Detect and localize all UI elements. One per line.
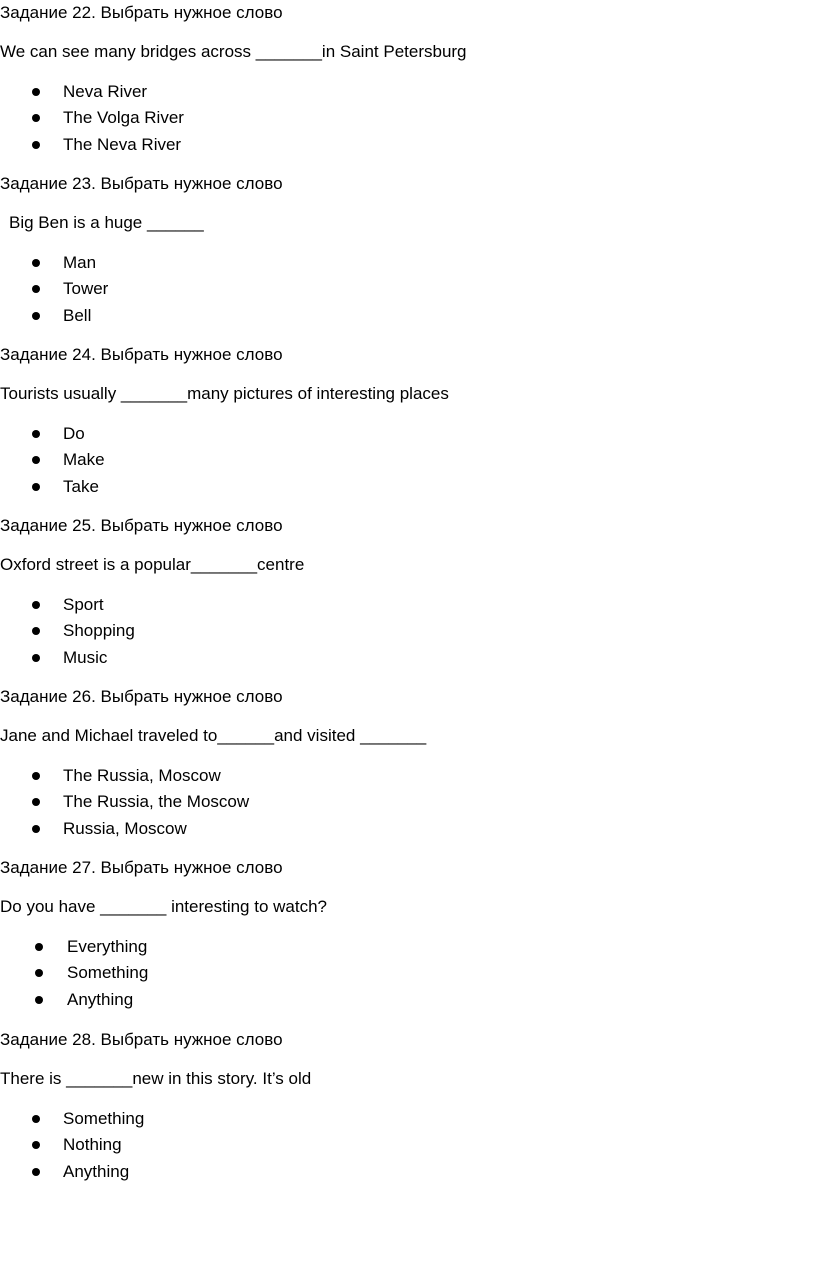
answer-option-text: The Neva River xyxy=(63,134,182,154)
bullet-icon xyxy=(32,772,40,780)
bullet-icon xyxy=(32,825,40,833)
task-question: There is _______new in this story. It’s old xyxy=(0,1069,312,1088)
bullet-icon xyxy=(32,627,40,635)
answer-option-text: Do xyxy=(63,424,85,443)
task-question: Oxford street is a popular_______centre xyxy=(0,555,305,574)
bullet-icon xyxy=(32,601,40,609)
answer-option-text: Neva River xyxy=(63,82,148,101)
task-title: Задание 26. Выбрать нужное слово xyxy=(0,687,283,706)
answer-option-text: Sport xyxy=(63,595,104,614)
task-title: Задание 28. Выбрать нужное слово xyxy=(0,1030,283,1049)
bullet-icon xyxy=(32,1115,40,1123)
bullet-icon xyxy=(32,1141,40,1149)
bullet-icon xyxy=(32,1168,40,1176)
bullet-icon xyxy=(32,141,40,149)
task-title: Задание 24. Выбрать нужное слово xyxy=(0,345,283,364)
task-title: Задание 27. Выбрать нужное слово xyxy=(0,858,283,877)
task-question: Jane and Michael traveled to______and visited _______ xyxy=(0,726,427,745)
bullet-icon xyxy=(32,88,40,96)
answer-option-text: Bell xyxy=(63,305,92,325)
bullet-icon xyxy=(32,430,40,438)
answer-option-text: Make xyxy=(63,450,105,470)
answer-option-text: Everything xyxy=(67,937,148,956)
task-title: Задание 23. Выбрать нужное слово xyxy=(0,174,283,193)
bullet-icon xyxy=(35,969,43,977)
answer-option-text: Music xyxy=(63,647,108,667)
answer-option-text: The Russia, the Moscow xyxy=(63,792,250,812)
bullet-icon xyxy=(32,285,40,293)
answer-option-text: Anything xyxy=(67,989,134,1009)
bullet-icon xyxy=(35,943,43,951)
bullet-icon xyxy=(32,456,40,464)
task-question: Tourists usually _______many pictures of interesting places xyxy=(0,384,449,403)
bullet-icon xyxy=(32,312,40,320)
task-title: Задание 25. Выбрать нужное слово xyxy=(0,516,283,535)
answer-option-text: Nothing xyxy=(63,1135,122,1155)
answer-option-text: Take xyxy=(63,476,99,496)
bullet-icon xyxy=(32,654,40,662)
answer-option-text: Tower xyxy=(63,279,109,299)
task-title: Задание 22. Выбрать нужное слово xyxy=(0,3,283,22)
bullet-icon xyxy=(35,996,43,1004)
answer-option-text: Man xyxy=(63,253,97,272)
answer-option-text: Anything xyxy=(63,1161,130,1181)
bullet-icon xyxy=(32,259,40,267)
answer-option-text: Something xyxy=(67,963,149,983)
task-question: We can see many bridges across _______in Saint Petersburg xyxy=(0,42,467,61)
answer-option-text: Shopping xyxy=(63,621,135,641)
bullet-icon xyxy=(32,114,40,122)
answer-option-text: The Volga River xyxy=(63,108,184,128)
task-question: Do you have _______ interesting to watch? xyxy=(0,897,328,916)
bullet-icon xyxy=(32,798,40,806)
task-question: Big Ben is a huge ______ xyxy=(9,213,204,232)
answer-option-text: Russia, Moscow xyxy=(63,818,187,838)
answer-option-text: Something xyxy=(63,1109,145,1128)
answer-option-text: The Russia, Moscow xyxy=(63,766,221,785)
bullet-icon xyxy=(32,483,40,491)
